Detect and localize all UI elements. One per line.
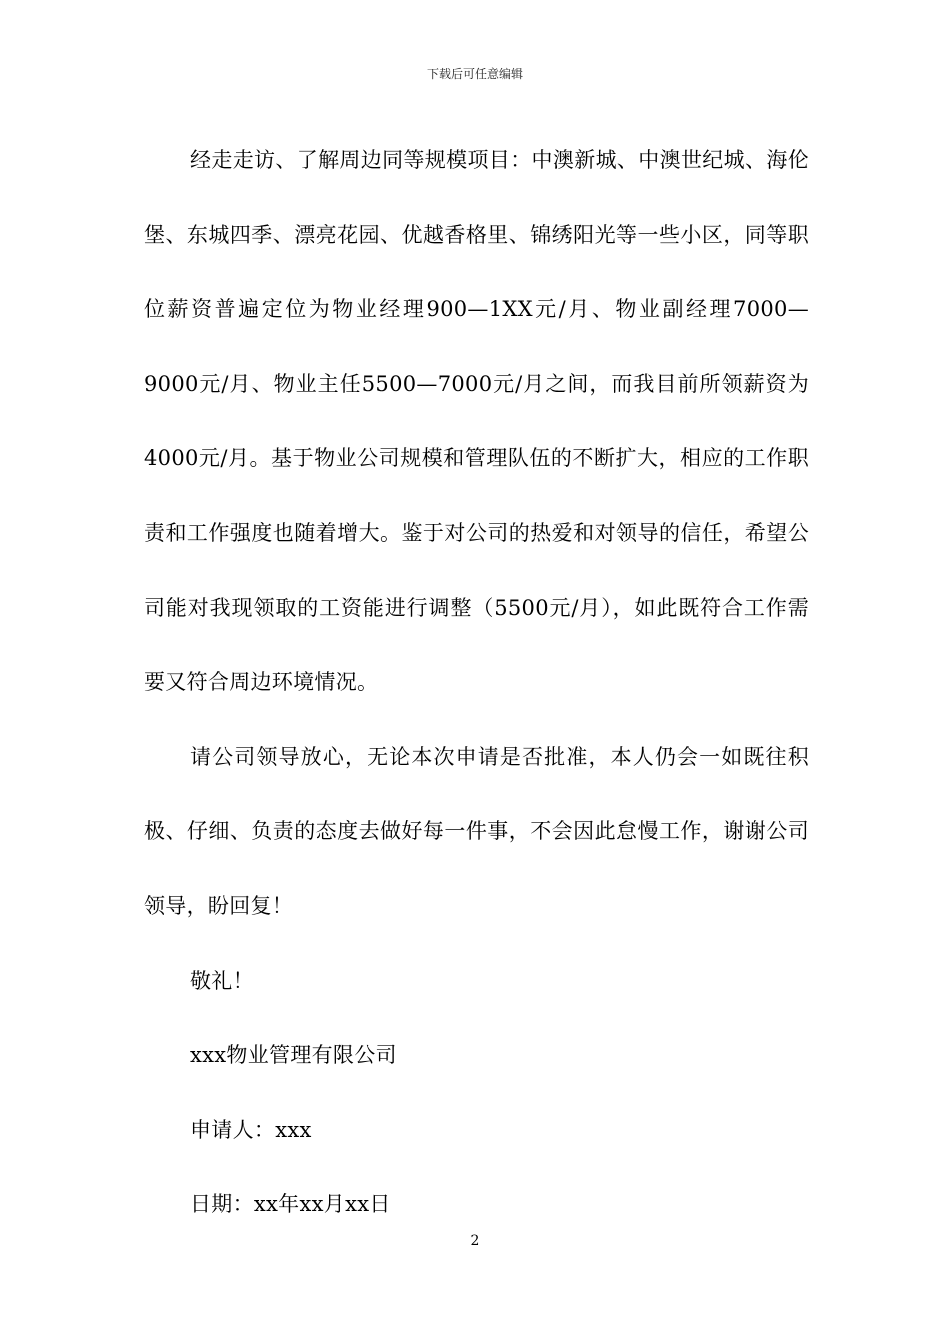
date-line: 日期：xx年xx月xx日 (190, 1192, 391, 1217)
closing-salutation: 敬礼！ (190, 968, 254, 993)
company-name: xxx物业管理有限公司 (190, 1043, 397, 1068)
page-number: 2 (470, 1233, 480, 1249)
applicant-line: 申请人：xxx (190, 1117, 312, 1142)
paragraph-salary-survey: 经走走访、了解周边同等规模项目：中澳新城、中澳世纪城、海伦堡、东城四季、漂亮花园、优越香格里、锦绣阳光等一些小区，同等职位薪资普遍定位为物业经理900—1XX元/月、物业副经理7000—9000元/月、物业主任5500—7000元/月之间，而我目前所领薪资为4000元/月。基于物业公司规模和管理队伍的不断扩大，相应的工作职责和工作强度也随着增大。鉴于对公司的热爱和对领导的信任，希望公司能对我现领取的工资能进行调整（5500元/月），如此既符合工作需要又符合周边环境情况。 (144, 148, 809, 695)
page-header-note: 下载后可任意编辑 (426, 67, 523, 81)
paragraph-assurance: 请公司领导放心，无论本次申请是否批准，本人仍会一如既往积极、仔细、负责的态度去做好每一件事，不会因此怠慢工作，谢谢公司领导，盼回复！ (144, 744, 809, 918)
document-body (144, 123, 809, 1242)
